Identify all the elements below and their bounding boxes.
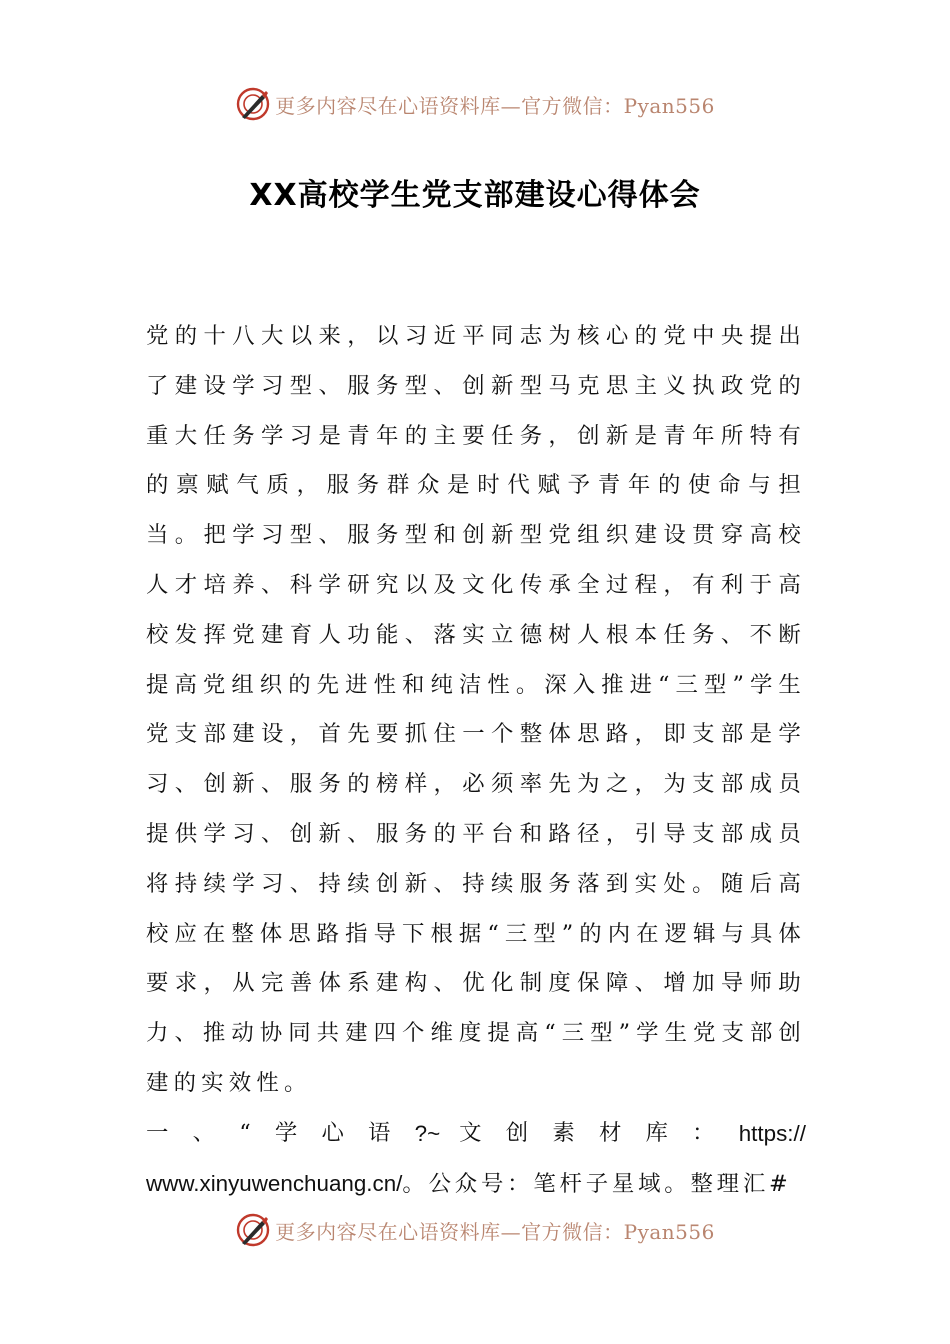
document-body bbox=[146, 312, 806, 1209]
banner-text: 更多内容尽在心语资料库—官方微信：Pyan556 bbox=[275, 93, 715, 118]
document-title: XX高校学生党支部建设心得体会 bbox=[249, 178, 701, 213]
pen-logo-icon bbox=[235, 1212, 271, 1248]
spaced-token: 语 bbox=[368, 1119, 396, 1146]
spaced-token: 心 bbox=[321, 1119, 350, 1146]
spaced-token: 一 bbox=[146, 1119, 174, 1146]
spaced-token: 创 bbox=[505, 1119, 534, 1146]
spaced-token: 文 bbox=[459, 1119, 487, 1146]
spaced-token: 素 bbox=[552, 1119, 580, 1146]
banner-text: 更多内容尽在心语资料库—官方微信：Pyan556 bbox=[275, 1219, 715, 1244]
spaced-token: “ bbox=[239, 1119, 256, 1146]
header-banner bbox=[0, 84, 950, 124]
spaced-token: 材 bbox=[598, 1119, 627, 1146]
spaced-token: ： bbox=[692, 1119, 720, 1146]
website-link[interactable]: www.xinyuwenchuang.cn/ bbox=[146, 1170, 403, 1196]
spaced-line bbox=[146, 1109, 806, 1159]
spaced-token: 库 bbox=[645, 1119, 674, 1146]
url-line bbox=[146, 1159, 806, 1210]
pen-logo-icon bbox=[235, 86, 271, 122]
spaced-token: ?~ bbox=[414, 1120, 441, 1146]
footer-banner bbox=[0, 1210, 950, 1250]
spaced-token: 学 bbox=[274, 1119, 303, 1146]
spaced-token: https:// bbox=[738, 1120, 806, 1146]
spaced-token: 、 bbox=[192, 1119, 221, 1146]
body-paragraph: 党的十八大以来，以习近平同志为核心的党中央提出了建设学习型、服务型、创新型马克思主义执政党的重大任务学习是青年的主要任务，创新是青年所特有的禀赋气质，服务群众是时代赋予青年的使命与担当。把学习型、服务型和创新型党组织建设贯穿高校人才培养、科学研究以及文化传承全过程，有利于高校发挥党建育人功能、落实立德树人根本任务、不断提高党组织的先进性和纯洁性。深入推进“三型”学生党支部建设，首先要抓住一个整体思路，即支部是学习、创新、服务的榜样，必须率先为之，为支部成员提供学习、创新、服务的平台和路径，引导支部成员将持续学习、持续创新、持续服务落到实处。随后高校应在整体思路指导下根据“三型”的内在逻辑与具体要求，从完善体系建构、优化制度保障、增加导师助力、推动协同共建四个维度提高“三型”学生党支部创建的实效性。 bbox=[146, 323, 806, 1096]
url-line-rest: 。公众号：笔杆子星域。整理汇# bbox=[402, 1170, 792, 1197]
